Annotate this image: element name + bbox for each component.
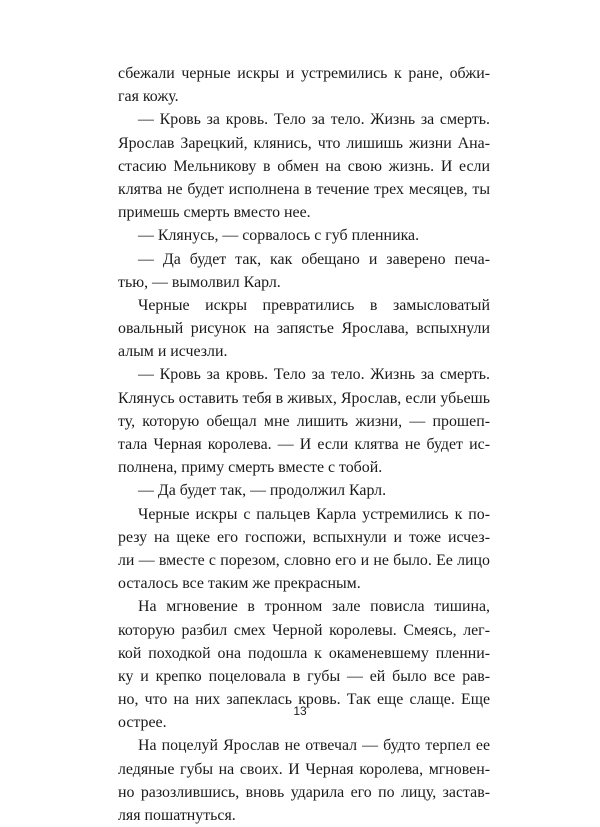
text-line: гая кожу. (118, 88, 179, 106)
text-line: На поцелуй Ярослав не отвечал — будто терпел ее (138, 737, 490, 755)
text-line: ку и крепко поцеловала в губы — ей было все рав- (118, 667, 490, 685)
text-line: которую разбил смех Черной королевы. Смеясь, лег- (118, 621, 490, 639)
text-line: кой походкой она подошла к окаменевшему пленни- (118, 644, 490, 662)
text-line: Клянусь оставить тебя в живых, Ярослав, если убьешь (118, 389, 490, 407)
text-line: Черные искры с пальцев Карла устремились к по- (138, 505, 490, 523)
text-line: ляя пошатнуться. (118, 807, 236, 824)
text-line: На мгновение в тронном зале повисла тишина, (138, 598, 490, 616)
text-line: стасию Мельникову в обмен на свою жизнь. И если (118, 157, 490, 175)
text-line: острее. (118, 714, 167, 732)
text-line: ледяные губы на своих. И Черная королева, мгновен- (118, 760, 490, 778)
page-number: 13 (293, 704, 307, 718)
text-line: тала Черная королева. — И если клятва не будет ис- (118, 436, 490, 453)
text-line: Черные искры превратились в замысловатый (138, 296, 490, 314)
text-line: сбежали черные искры и устремились к ране, обжи- (118, 65, 490, 82)
text-line: полнена, приму смерть вместе с тобой. (118, 459, 383, 477)
text-line: примешь смерть вместо нее. (118, 204, 311, 222)
text-line: резу на щеке его госпожи, вспыхнули и тоже исчез- (118, 528, 490, 546)
text-line: — Клянусь, — сорвалось с губ пленника. (138, 227, 420, 245)
text-line: ту, которую обещал мне лишить жизни, — прошеп- (118, 412, 490, 430)
text-line: — Кровь за кровь. Тело за тело. Жизнь за смерть. (138, 366, 490, 384)
text-line: осталось все таким же прекрасным. (118, 575, 361, 593)
text-line: — Да будет так, как обещано и заверено печа- (138, 250, 490, 268)
text-line: — Кровь за кровь. Тело за тело. Жизнь за смерть. (138, 111, 490, 129)
text-line: Ярослав Зарецкий, клянись, что лишишь жизни Ана- (118, 134, 490, 152)
text-line: клятва не будет исполнена в течение трех месяцев, ты (118, 180, 490, 198)
text-line: овальный рисунок на запястье Ярослава, вспыхнули (118, 320, 490, 338)
text-line: алым и исчезли. (118, 343, 228, 361)
text-line: тью, — вымолвил Карл. (118, 273, 281, 291)
text-line: но разозлившись, вновь ударила его по лицу, застав- (118, 783, 490, 801)
text-line: но, что на них запеклась кровь. Так еще слаще. Еще (118, 691, 490, 709)
text-line: ли — вместе с порезом, словно его и не было. Ее лицо (118, 551, 490, 569)
text-line: — Да будет так, — продолжил Карл. (138, 482, 387, 500)
